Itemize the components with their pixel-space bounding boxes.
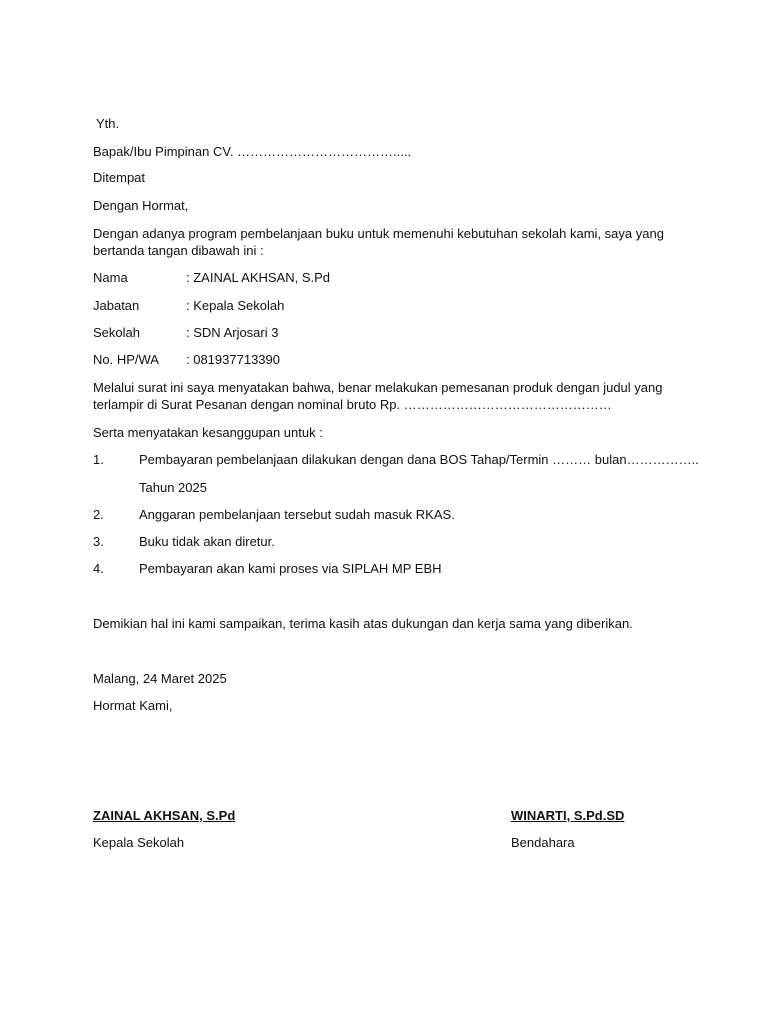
field-label-jabatan: Jabatan — [93, 298, 140, 313]
list-item-number: 1. — [93, 452, 104, 467]
list-item-number: 4. — [93, 561, 104, 576]
list-item-number: 3. — [93, 534, 104, 549]
signatory-role: Bendahara — [511, 835, 575, 850]
regards-line: Hormat Kami, — [93, 698, 173, 713]
signatory-name: WINARTI, S.Pd.SD — [511, 808, 625, 823]
field-label-sekolah: Sekolah — [93, 325, 140, 340]
recipient-line: Bapak/Ibu Pimpinan CV. ………………………………..... — [93, 144, 412, 159]
list-item-continuation: Tahun 2025 — [139, 480, 207, 495]
closing-line: Demikian hal ini kami sampaikan, terima kasih atas dukungan dan kerja sama yang diberikan. — [93, 616, 633, 631]
commitment-intro: Serta menyatakan kesanggupan untuk : — [93, 425, 323, 440]
field-value-phone: : 081937713390 — [186, 352, 280, 367]
field-value-nama: : ZAINAL AKHSAN, S.Pd — [186, 270, 331, 285]
list-item-text: Pembayaran akan kami proses via SIPLAH MP EBH — [139, 561, 442, 576]
list-item-number: 2. — [93, 507, 104, 522]
statement-paragraph: Melalui surat ini saya menyatakan bahwa, benar melakukan pemesanan produk dengan judul yang terlampir di Surat Pesanan dengan nominal bruto Rp. ………………………………………… — [93, 380, 663, 412]
field-label-nama: Nama — [93, 270, 128, 285]
greeting-line: Dengan Hormat, — [93, 198, 189, 213]
list-item-text: Buku tidak akan diretur. — [139, 534, 275, 549]
place-date-line: Malang, 24 Maret 2025 — [93, 671, 227, 686]
place-line: Ditempat — [93, 170, 146, 185]
field-label-phone: No. HP/WA — [93, 352, 159, 367]
list-item-text: Anggaran pembelanjaan tersebut sudah masuk RKAS. — [139, 507, 455, 522]
signatory-name: ZAINAL AKHSAN, S.Pd — [93, 808, 236, 823]
field-value-jabatan: : Kepala Sekolah — [186, 298, 285, 313]
signatory-role: Kepala Sekolah — [93, 835, 185, 850]
intro-paragraph: Dengan adanya program pembelanjaan buku untuk memenuhi kebutuhan sekolah kami, saya yang bertanda tangan dibawah ini : — [93, 226, 664, 258]
field-value-sekolah: : SDN Arjosari 3 — [186, 325, 279, 340]
list-item-text: Pembayaran pembelanjaan dilakukan dengan dana BOS Tahap/Termin ……… bulan…………….. — [139, 452, 699, 467]
salutation-to: Yth. — [96, 116, 120, 131]
